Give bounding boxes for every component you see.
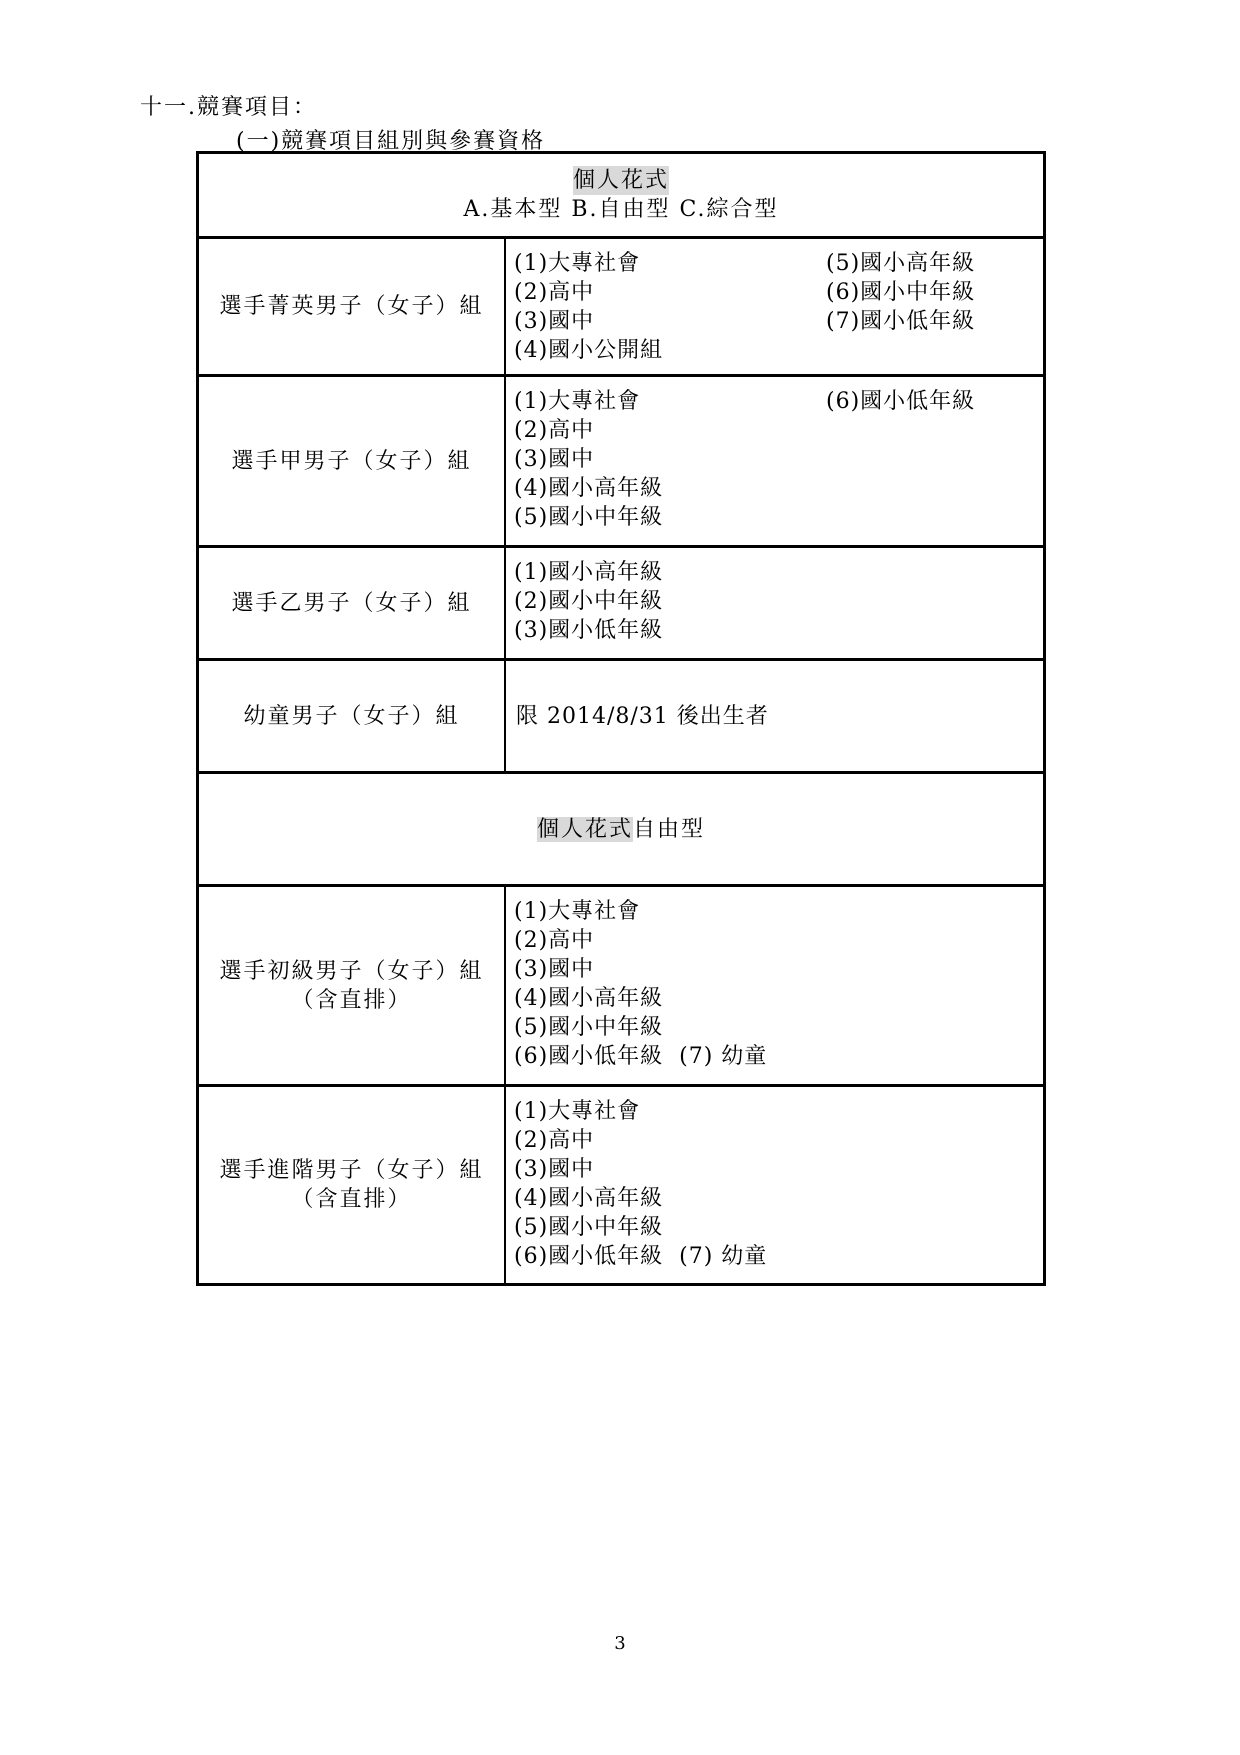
table-row bbox=[199, 236, 1043, 374]
table-row bbox=[199, 545, 1043, 658]
table-row bbox=[199, 374, 1043, 545]
section2-header bbox=[199, 774, 1043, 884]
category-item: (3)國小低年級 bbox=[514, 618, 664, 643]
group-name-cell bbox=[199, 1087, 506, 1283]
category-item: (2)高中 bbox=[514, 418, 595, 443]
birth-requirement: 限 2014/8/31 後出生者 bbox=[516, 703, 769, 729]
categories-cell bbox=[506, 239, 1043, 374]
section1-header-row bbox=[199, 154, 1043, 236]
category-item: (1)國小高年級 bbox=[514, 560, 664, 585]
table-row bbox=[199, 884, 1043, 1084]
category-item: (2)國小中年級 bbox=[514, 589, 664, 614]
group-name: 選手甲男子（女子）組 bbox=[231, 448, 472, 474]
categories-column-2 bbox=[826, 249, 975, 336]
section1-types: A.基本型 B.自由型 C.綜合型 bbox=[463, 197, 779, 222]
group-note: （含直排） bbox=[291, 987, 412, 1013]
category-item: (4)國小高年級 bbox=[514, 986, 664, 1011]
group-name-cell bbox=[199, 377, 506, 545]
categories-cell bbox=[506, 887, 1043, 1084]
category-item: (6)國小中年級 bbox=[826, 280, 976, 305]
categories-cell bbox=[506, 1087, 1043, 1283]
sub-heading: (一)競賽項目組別與參賽資格 bbox=[236, 129, 546, 154]
group-name-cell bbox=[199, 887, 506, 1084]
section2-title-rest: 自由型 bbox=[633, 816, 706, 842]
categories-cell bbox=[506, 548, 1043, 658]
category-item: (6)國小低年級 bbox=[826, 389, 976, 414]
category-item: (2)高中 bbox=[514, 928, 595, 953]
category-item: (1)大專社會 bbox=[514, 251, 641, 276]
category-item: (4)國小高年級 bbox=[514, 1186, 664, 1211]
table-row bbox=[199, 658, 1043, 771]
category-item: (1)大專社會 bbox=[514, 389, 641, 414]
category-item: (6)國小低年級 (7) 幼童 bbox=[514, 1044, 768, 1069]
categories-column-2 bbox=[826, 387, 975, 416]
group-name: 選手初級男子（女子）組 bbox=[219, 958, 484, 984]
competition-table bbox=[196, 151, 1046, 1286]
categories-cell bbox=[506, 377, 1043, 545]
category-item: (3)國中 bbox=[514, 447, 595, 472]
category-item: (7)國小低年級 bbox=[826, 309, 976, 334]
group-name-cell bbox=[199, 661, 506, 771]
table-row bbox=[199, 1084, 1043, 1283]
category-item: (5)國小高年級 bbox=[826, 251, 976, 276]
category-item: (1)大專社會 bbox=[514, 1099, 641, 1124]
group-note: （含直排） bbox=[291, 1187, 412, 1212]
requirement-cell bbox=[506, 661, 1043, 771]
group-name-cell bbox=[199, 239, 506, 374]
section-heading: 十一.競賽項目： bbox=[140, 95, 317, 120]
category-item: (1)大專社會 bbox=[514, 899, 641, 924]
category-item: (3)國中 bbox=[514, 309, 595, 334]
category-item: (3)國中 bbox=[514, 1157, 595, 1182]
group-name: 選手菁英男子（女子）組 bbox=[219, 294, 484, 319]
category-item: (5)國小中年級 bbox=[514, 1015, 664, 1040]
group-name-cell bbox=[199, 548, 506, 658]
category-item: (2)高中 bbox=[514, 280, 595, 305]
category-item: (5)國小中年級 bbox=[514, 1215, 664, 1240]
section1-title: 個人花式 bbox=[572, 168, 669, 193]
group-name: 選手乙男子（女子）組 bbox=[231, 590, 472, 616]
section2-title-highlight: 個人花式 bbox=[536, 816, 633, 842]
section2-header-row bbox=[199, 771, 1043, 884]
category-item: (6)國小低年級 (7) 幼童 bbox=[514, 1244, 768, 1269]
category-item: (3)國中 bbox=[514, 957, 595, 982]
page-number: 3 bbox=[614, 1633, 626, 1654]
category-item: (4)國小公開組 bbox=[514, 338, 664, 363]
section2-title bbox=[537, 815, 705, 844]
category-item: (5)國小中年級 bbox=[514, 505, 664, 530]
category-item: (4)國小高年級 bbox=[514, 476, 664, 501]
category-item: (2)高中 bbox=[514, 1128, 595, 1153]
group-name: 幼童男子（女子）組 bbox=[243, 703, 460, 729]
section1-header bbox=[199, 154, 1043, 236]
group-name: 選手進階男子（女子）組 bbox=[219, 1158, 484, 1183]
